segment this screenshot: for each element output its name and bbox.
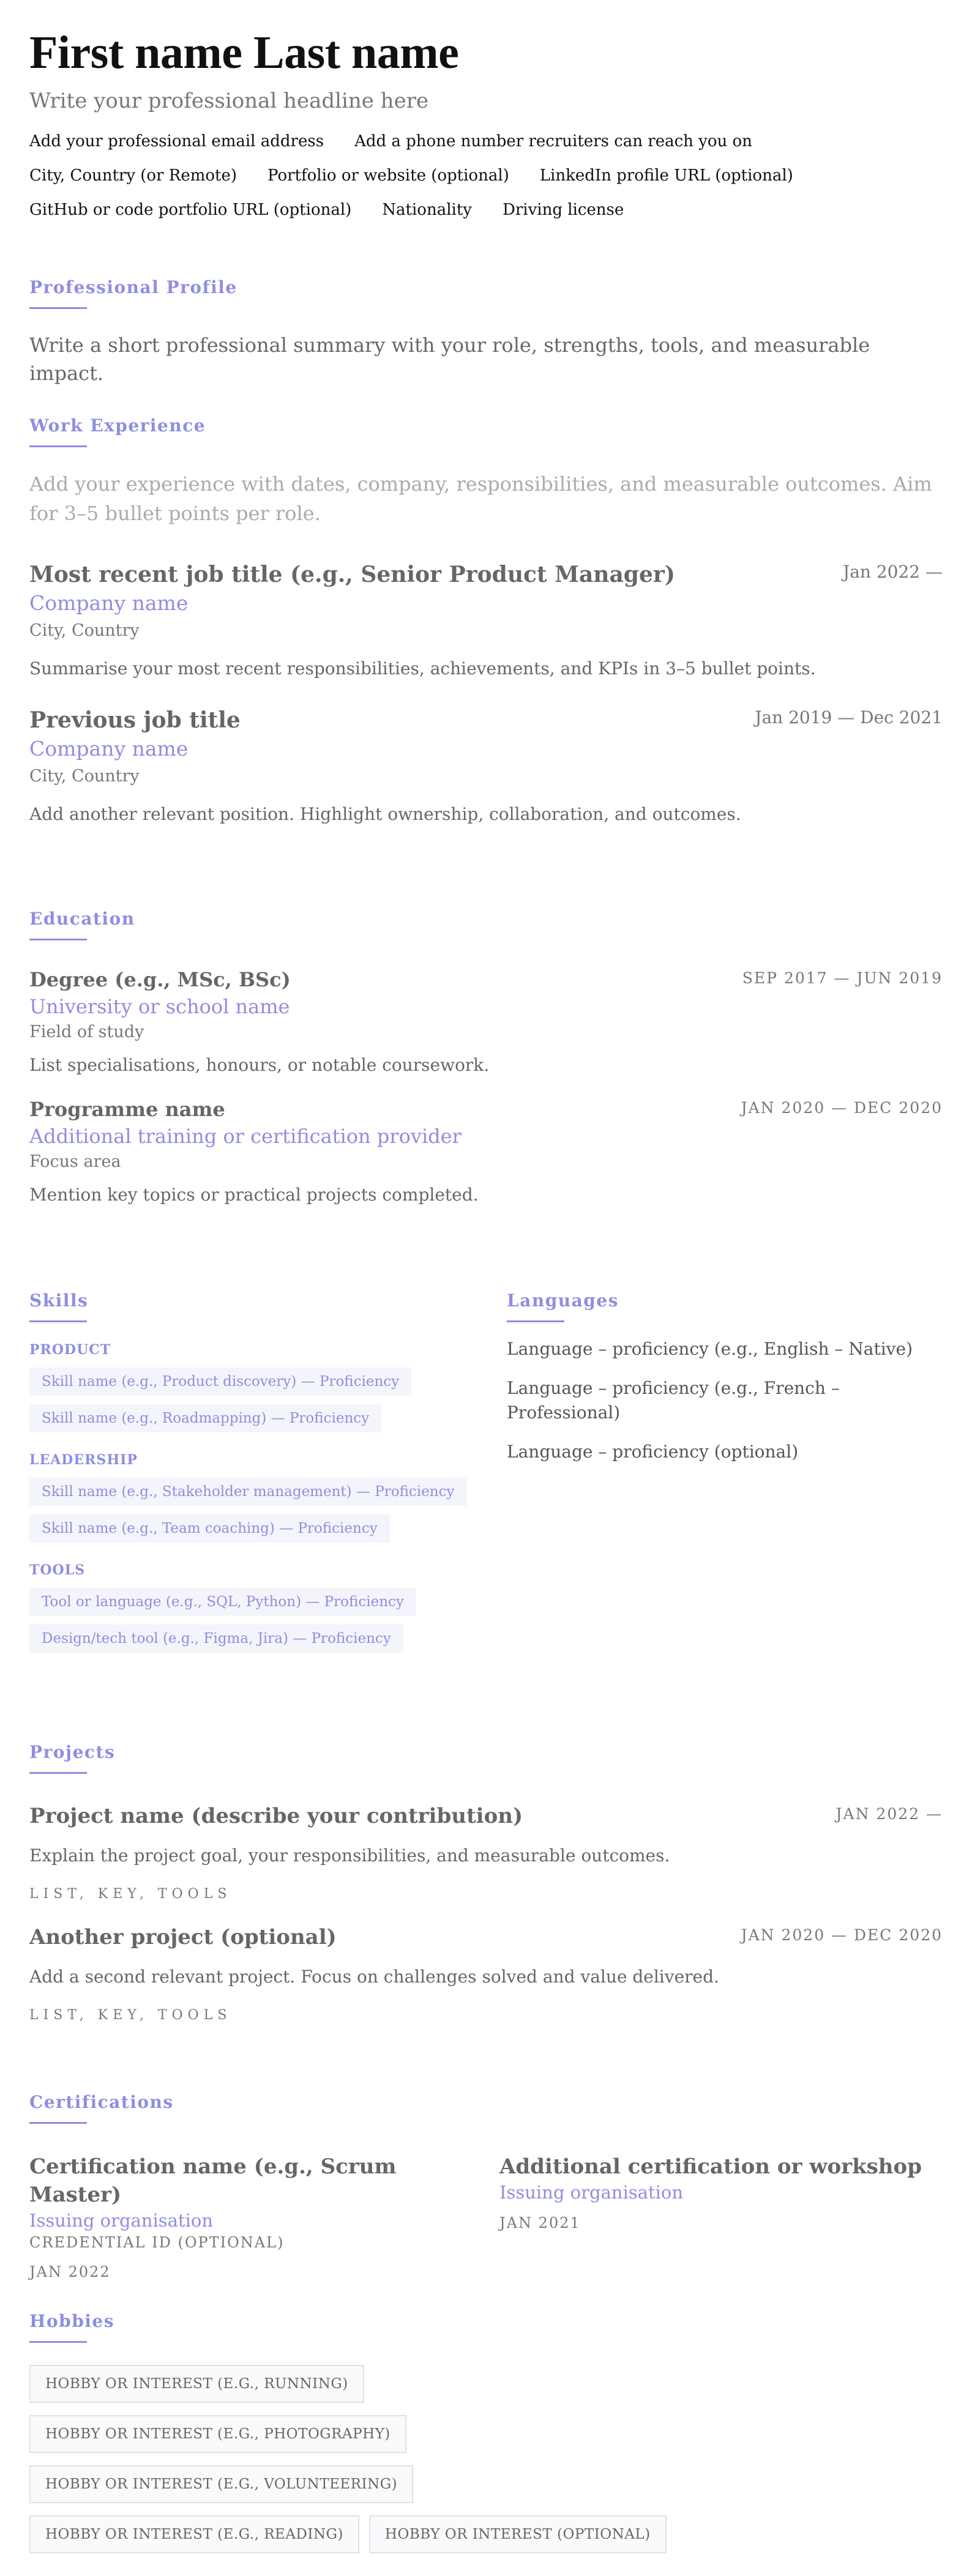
education-entry — [29, 1096, 943, 1207]
education-date: SEP 2017 — JUN 2019 — [742, 969, 943, 987]
certification-entry — [499, 2153, 943, 2233]
profile-summary: Write a short professional summary with your role, strengths, tools, and measurable impact. — [29, 333, 870, 385]
project-date: JAN 2022 — — [836, 1805, 943, 1823]
degree-title: Degree (e.g., MSc, BSc) — [29, 968, 291, 991]
hobby-list — [29, 2365, 739, 2553]
professional-headline: Write your professional headline here — [29, 89, 429, 113]
section-title: Education — [29, 909, 135, 929]
experience-section — [29, 415, 943, 827]
field-of-study: Field of study — [29, 1022, 144, 1041]
skill-pill: Skill name (e.g., Product discovery) — Proficiency — [29, 1368, 411, 1396]
contact-driving-license: Driving license — [502, 201, 624, 219]
section-title: Languages — [507, 1290, 619, 1311]
section-divider — [29, 2341, 87, 2343]
certification-entry — [29, 2153, 482, 2282]
section-title: Hobbies — [29, 2311, 115, 2331]
skill-pill: Tool or language (e.g., SQL, Python) — Proficiency — [29, 1588, 416, 1616]
focus-area: Focus area — [29, 1152, 121, 1171]
education-entry — [29, 966, 943, 1078]
candidate-name: First name Last name — [29, 27, 459, 78]
contact-linkedin: LinkedIn profile URL (optional) — [539, 166, 793, 185]
section-title: Certifications — [29, 2092, 174, 2112]
contact-phone: Add a phone number recruiters can reach you on — [354, 132, 752, 151]
project-tags: LIST, KEY, TOOLS — [29, 2008, 232, 2023]
project-entry — [29, 1923, 943, 2025]
company-name: Company name — [29, 591, 189, 615]
skill-category: PRODUCT — [29, 1342, 111, 1358]
hobby-tag: HOBBY OR INTEREST (E.G., VOLUNTEERING) — [29, 2465, 413, 2503]
language-item: Language – proficiency (e.g., English – Native) — [507, 1339, 913, 1359]
contact-nationality: Nationality — [382, 201, 472, 219]
project-description: Explain the project goal, your responsibilities, and measurable outcomes. — [29, 1845, 670, 1866]
section-divider — [507, 1320, 564, 1322]
certification-title: Additional certification or workshop — [499, 2154, 922, 2179]
contact-email: Add your professional email address — [29, 132, 324, 151]
hobby-tag: HOBBY OR INTEREST (E.G., PHOTOGRAPHY) — [29, 2415, 406, 2453]
language-item: Language – proficiency (optional) — [507, 1442, 799, 1462]
certification-title: Certification name (e.g., Scrum Master) — [29, 2154, 397, 2207]
education-description: List specialisations, honours, or notable coursework. — [29, 1055, 490, 1075]
education-date: JAN 2020 — DEC 2020 — [741, 1099, 943, 1117]
job-title: Most recent job title (e.g., Senior Product Manager) — [29, 562, 675, 587]
profile-section — [29, 277, 943, 387]
languages-column — [507, 1290, 943, 1464]
project-description: Add a second relevant project. Focus on challenges solved and value delivered. — [29, 1967, 719, 1987]
contact-github: GitHub or code portfolio URL (optional) — [29, 201, 352, 219]
section-title: Professional Profile — [29, 277, 237, 297]
section-divider — [29, 939, 87, 940]
contact-location: City, Country (or Remote) — [29, 166, 237, 185]
section-divider — [29, 1772, 87, 1774]
project-title: Project name (describe your contribution) — [29, 1804, 523, 1828]
education-description: Mention key topics or practical projects completed. — [29, 1185, 479, 1205]
job-date: Jan 2019 — Dec 2021 — [755, 707, 943, 728]
project-tags: LIST, KEY, TOOLS — [29, 1886, 232, 1902]
experience-entry — [29, 560, 943, 681]
education-section — [29, 908, 943, 1207]
job-description: Summarise your most recent responsibilities, achievements, and KPIs in 3–5 bullet points. — [29, 658, 816, 679]
section-title: Skills — [29, 1290, 89, 1311]
skill-pill: Design/tech tool (e.g., Figma, Jira) — Proficiency — [29, 1625, 403, 1653]
project-title: Another project (optional) — [29, 1925, 337, 1949]
hobby-tag: HOBBY OR INTEREST (E.G., READING) — [29, 2515, 359, 2553]
credential-id: CREDENTIAL ID (OPTIONAL) — [29, 2234, 285, 2251]
project-entry — [29, 1802, 943, 1904]
hobby-tag: HOBBY OR INTEREST (OPTIONAL) — [369, 2515, 667, 2553]
skill-category: LEADERSHIP — [29, 1452, 138, 1468]
skills-column — [29, 1290, 482, 1653]
section-divider — [29, 2122, 87, 2124]
issuing-organisation: Issuing organisation — [29, 2210, 213, 2231]
experience-hint: Add your experience with dates, company, responsibilities, and measurable outcomes. Aim for 3–5 bullet points per role. — [29, 472, 932, 525]
certifications-section — [29, 2091, 943, 2287]
job-title: Previous job title — [29, 707, 241, 733]
skill-pill: Skill name (e.g., Team coaching) — Proficiency — [29, 1514, 390, 1543]
section-divider — [29, 1320, 87, 1322]
section-divider — [29, 307, 87, 309]
skill-category: TOOLS — [29, 1562, 86, 1578]
institution-name: Additional training or certification provider — [29, 1125, 462, 1148]
contact-portfolio: Portfolio or website (optional) — [267, 166, 509, 185]
language-item: Language – proficiency (e.g., French – Professional) — [507, 1378, 840, 1423]
resume-header — [29, 24, 943, 224]
programme-title: Programme name — [29, 1098, 225, 1121]
certification-date: JAN 2022 — [29, 2263, 111, 2280]
institution-name: University or school name — [29, 995, 290, 1018]
project-date: JAN 2020 — DEC 2020 — [741, 1926, 943, 1944]
section-divider — [29, 445, 87, 447]
section-title: Work Experience — [29, 415, 206, 436]
job-location: City, Country — [29, 621, 140, 640]
skills-languages-section — [29, 1290, 943, 1706]
job-location: City, Country — [29, 767, 140, 786]
projects-section — [29, 1741, 943, 2025]
issuing-organisation: Issuing organisation — [499, 2182, 683, 2203]
job-date: Jan 2022 — — [842, 562, 943, 582]
certification-date: JAN 2021 — [499, 2214, 581, 2232]
contact-details — [29, 127, 923, 224]
hobbies-section — [29, 2310, 943, 2553]
skill-pill: Skill name (e.g., Stakeholder management) — Proficiency — [29, 1478, 466, 1506]
company-name: Company name — [29, 737, 189, 761]
section-title: Projects — [29, 1742, 116, 1762]
job-description: Add another relevant position. Highlight ownership, collaboration, and outcomes. — [29, 804, 741, 824]
hobby-tag: HOBBY OR INTEREST (E.G., RUNNING) — [29, 2365, 364, 2403]
skill-pill: Skill name (e.g., Roadmapping) — Proficiency — [29, 1404, 381, 1432]
experience-entry — [29, 705, 943, 827]
